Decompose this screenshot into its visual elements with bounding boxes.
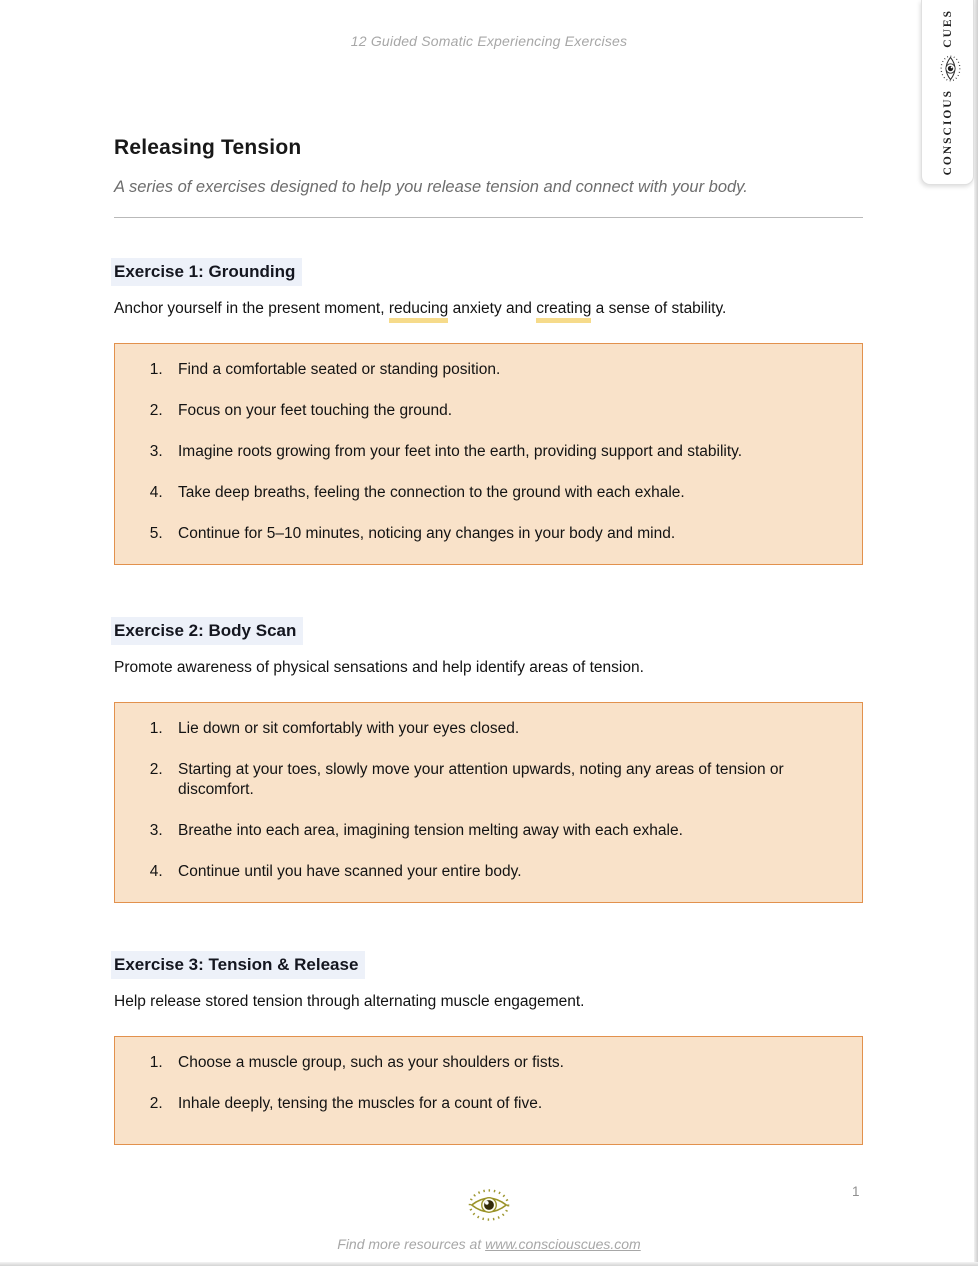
- intro-text-segment: Promote awareness of physical sensations and help identify areas of tension.: [114, 659, 644, 676]
- list-item: 4. Continue until you have scanned your entire body.: [167, 862, 838, 882]
- steps-box: [114, 343, 863, 565]
- exercise-section-body-scan: [114, 617, 863, 903]
- exercise-heading: Exercise 2: Body Scan: [111, 617, 303, 645]
- list-item: 1. Lie down or sit comfortably with your eyes closed.: [167, 719, 838, 739]
- list-item: 2. Focus on your feet touching the ground.: [167, 401, 838, 421]
- page-title: Releasing Tension: [114, 136, 302, 159]
- exercise-section-grounding: [114, 258, 863, 565]
- page-number: 1: [852, 1184, 860, 1199]
- steps-box: [114, 1036, 863, 1145]
- intro-text-segment: anxiety and: [448, 300, 537, 317]
- list-item: 2. Starting at your toes, slowly move your attention upwards, noting any areas of tension or discomfort.: [167, 760, 838, 800]
- page-edge-bottom: [0, 1262, 978, 1266]
- highlighted-word: reducing: [389, 300, 448, 323]
- steps-list: [143, 1053, 838, 1114]
- footer-note-text: Find more resources at: [337, 1236, 486, 1252]
- list-item: 3. Imagine roots growing from your feet into the earth, providing support and stability.: [167, 442, 838, 462]
- document-body: [114, 135, 863, 1145]
- intro-text-segment: Anchor yourself in the present moment,: [114, 300, 389, 317]
- list-item: 1. Find a comfortable seated or standing position.: [167, 360, 838, 380]
- brand-logo-ribbon: [921, 0, 974, 185]
- page-edge-right: [974, 0, 978, 1266]
- exercise-intro: [114, 991, 863, 1012]
- list-item: 2. Inhale deeply, tensing the muscles for a count of five.: [167, 1094, 838, 1114]
- page-subtitle: A series of exercises designed to help you release tension and connect with your body.: [114, 178, 748, 196]
- logo-eye-icon: [932, 54, 963, 82]
- footer-note: [0, 1236, 978, 1252]
- steps-list: [143, 719, 838, 882]
- highlighted-word: creating: [536, 300, 591, 323]
- exercise-intro: [114, 657, 863, 678]
- intro-text-segment: a sense of stability.: [591, 300, 727, 317]
- exercise-heading: Exercise 1: Grounding: [111, 258, 302, 286]
- exercise-heading: Exercise 3: Tension & Release: [111, 951, 365, 979]
- logo-word-cues: CUES: [941, 8, 954, 48]
- list-item: 5. Continue for 5–10 minutes, noticing any changes in your body and mind.: [167, 524, 838, 544]
- divider: [114, 217, 863, 218]
- exercise-section-tension-release: [114, 951, 863, 1145]
- brand-logo: [934, 9, 962, 175]
- list-item: 3. Breathe into each area, imagining tension melting away with each exhale.: [167, 821, 838, 841]
- footer-eye-icon: [0, 1185, 978, 1230]
- steps-box: [114, 702, 863, 903]
- exercise-intro: [114, 298, 863, 319]
- intro-text-segment: Help release stored tension through alternating muscle engagement.: [114, 993, 585, 1010]
- footer-link[interactable]: www.consciouscues.com: [485, 1236, 641, 1252]
- document-header-title: 12 Guided Somatic Experiencing Exercises: [350, 33, 628, 49]
- list-item: 4. Take deep breaths, feeling the connection to the ground with each exhale.: [167, 483, 838, 503]
- list-item: 1. Choose a muscle group, such as your shoulders or fists.: [167, 1053, 838, 1073]
- steps-list: [143, 360, 838, 544]
- logo-word-conscious: CONSCIOUS: [941, 88, 954, 176]
